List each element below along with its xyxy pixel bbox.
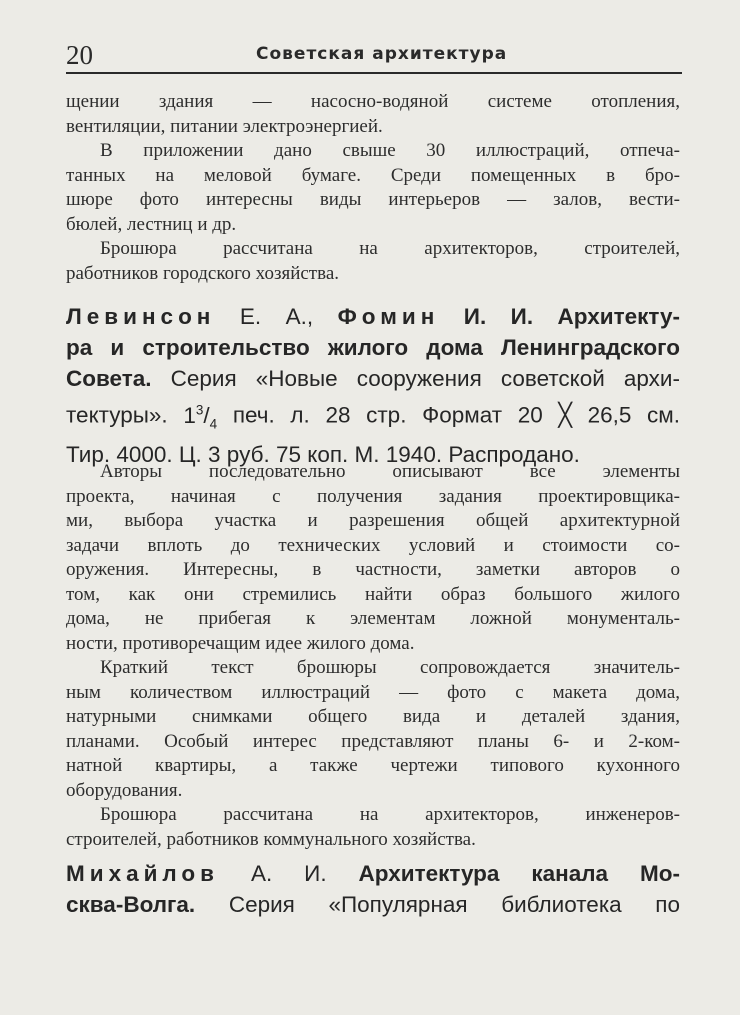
- intro-line: танных на меловой бумаге. Среди помещенных в бро-: [66, 164, 680, 186]
- intro-line: щении здания — насосно-водяной системе отопления,: [66, 91, 680, 112]
- print-details: печ. л. 28 стр. Формат 20 ╳ 26,5 см.: [232, 402, 680, 428]
- entry-heading-line: [66, 858, 680, 889]
- publication-info: Тир. 4000. Ц. 3 руб. 75 коп. М. 1940. Распродано.: [66, 442, 580, 467]
- intro-paragraphs: [66, 90, 680, 286]
- entry-body-levinson: [66, 460, 680, 852]
- body-line: ным количеством иллюстраций — фото с макета дома,: [66, 681, 680, 703]
- intro-line: бюлей, лестниц и др.: [66, 213, 237, 235]
- author-initials: А. И.: [250, 861, 327, 886]
- intro-line: работников городского хозяйства.: [66, 262, 340, 284]
- entry-heading-mikhailov: [66, 858, 680, 920]
- body-line: Авторы последовательно описывают все элементы: [100, 461, 680, 482]
- entry-heading-line: [66, 394, 680, 439]
- intro-line: шюре фото интересны виды интерьеров — залов, вести-: [66, 189, 680, 210]
- page-number: 20: [66, 40, 93, 70]
- book-title: Архитекту-: [557, 304, 680, 329]
- entry-heading-levinson: [66, 301, 680, 470]
- author-name: Левинсон: [66, 304, 216, 329]
- body-line: натурными снимками общего вида и деталей здания,: [66, 706, 680, 727]
- author-initials: Е. А.,: [239, 304, 314, 329]
- entry-heading-line: [66, 363, 680, 394]
- book-title: Совета.: [66, 366, 152, 391]
- author-name: Фомин: [337, 304, 440, 329]
- series-name: тектуры».: [66, 402, 168, 428]
- body-line: Краткий текст брошюры сопровождается значитель-: [100, 657, 680, 678]
- body-line: Брошюра рассчитана на архитекторов, инженеров-: [100, 804, 680, 825]
- body-line: строителей, работников коммунального хозяйства.: [66, 828, 476, 850]
- intro-line: Брошюра рассчитана на архитекторов, строителей,: [100, 238, 680, 259]
- book-title: ра и строительство жилого дома Ленинградского: [66, 335, 680, 360]
- intro-line: В приложении дано свыше 30 иллюстраций, отпеча-: [100, 140, 680, 161]
- body-line: ми, выбора участка и разрешения общей архитектурной: [66, 510, 680, 531]
- body-line: планами. Особый интерес представляют планы 6- и 2-ком-: [66, 730, 680, 752]
- book-title: сква-Волга.: [66, 892, 196, 917]
- entry-heading-line: [66, 301, 680, 332]
- body-line: проекта, начиная с получения задания проектировщика-: [66, 485, 680, 507]
- series-name: Серия «Популярная библиотека по: [228, 892, 680, 917]
- body-line: ности, противоречащим идее жилого дома.: [66, 632, 415, 654]
- page-header: [66, 36, 682, 74]
- body-line: задачи вплоть до технических условий и стоимости со-: [66, 534, 680, 556]
- body-line: натной квартиры, а также чертежи типового кухонного: [66, 755, 680, 776]
- intro-line: вентиляции, питании электроэнергией.: [66, 115, 383, 137]
- body-line: дома, не прибегая к элементам ложной монументаль-: [66, 608, 680, 629]
- running-title: Советская архитектура: [256, 44, 508, 64]
- print-sheets: $1^3/_4$: [183, 402, 218, 431]
- author-initials: И. И.: [463, 304, 534, 329]
- author-name: Михайлов: [66, 861, 220, 886]
- series-name: Серия «Новые сооружения советской архи-: [170, 366, 680, 391]
- body-line: оружения. Интересны, в частности, заметки авторов о: [66, 559, 680, 580]
- body-line: том, как они стремились найти образ большого жилого: [66, 583, 680, 605]
- entry-heading-line: [66, 889, 680, 920]
- book-title: Архитектура канала Мо-: [358, 861, 680, 886]
- body-line: оборудования.: [66, 779, 183, 801]
